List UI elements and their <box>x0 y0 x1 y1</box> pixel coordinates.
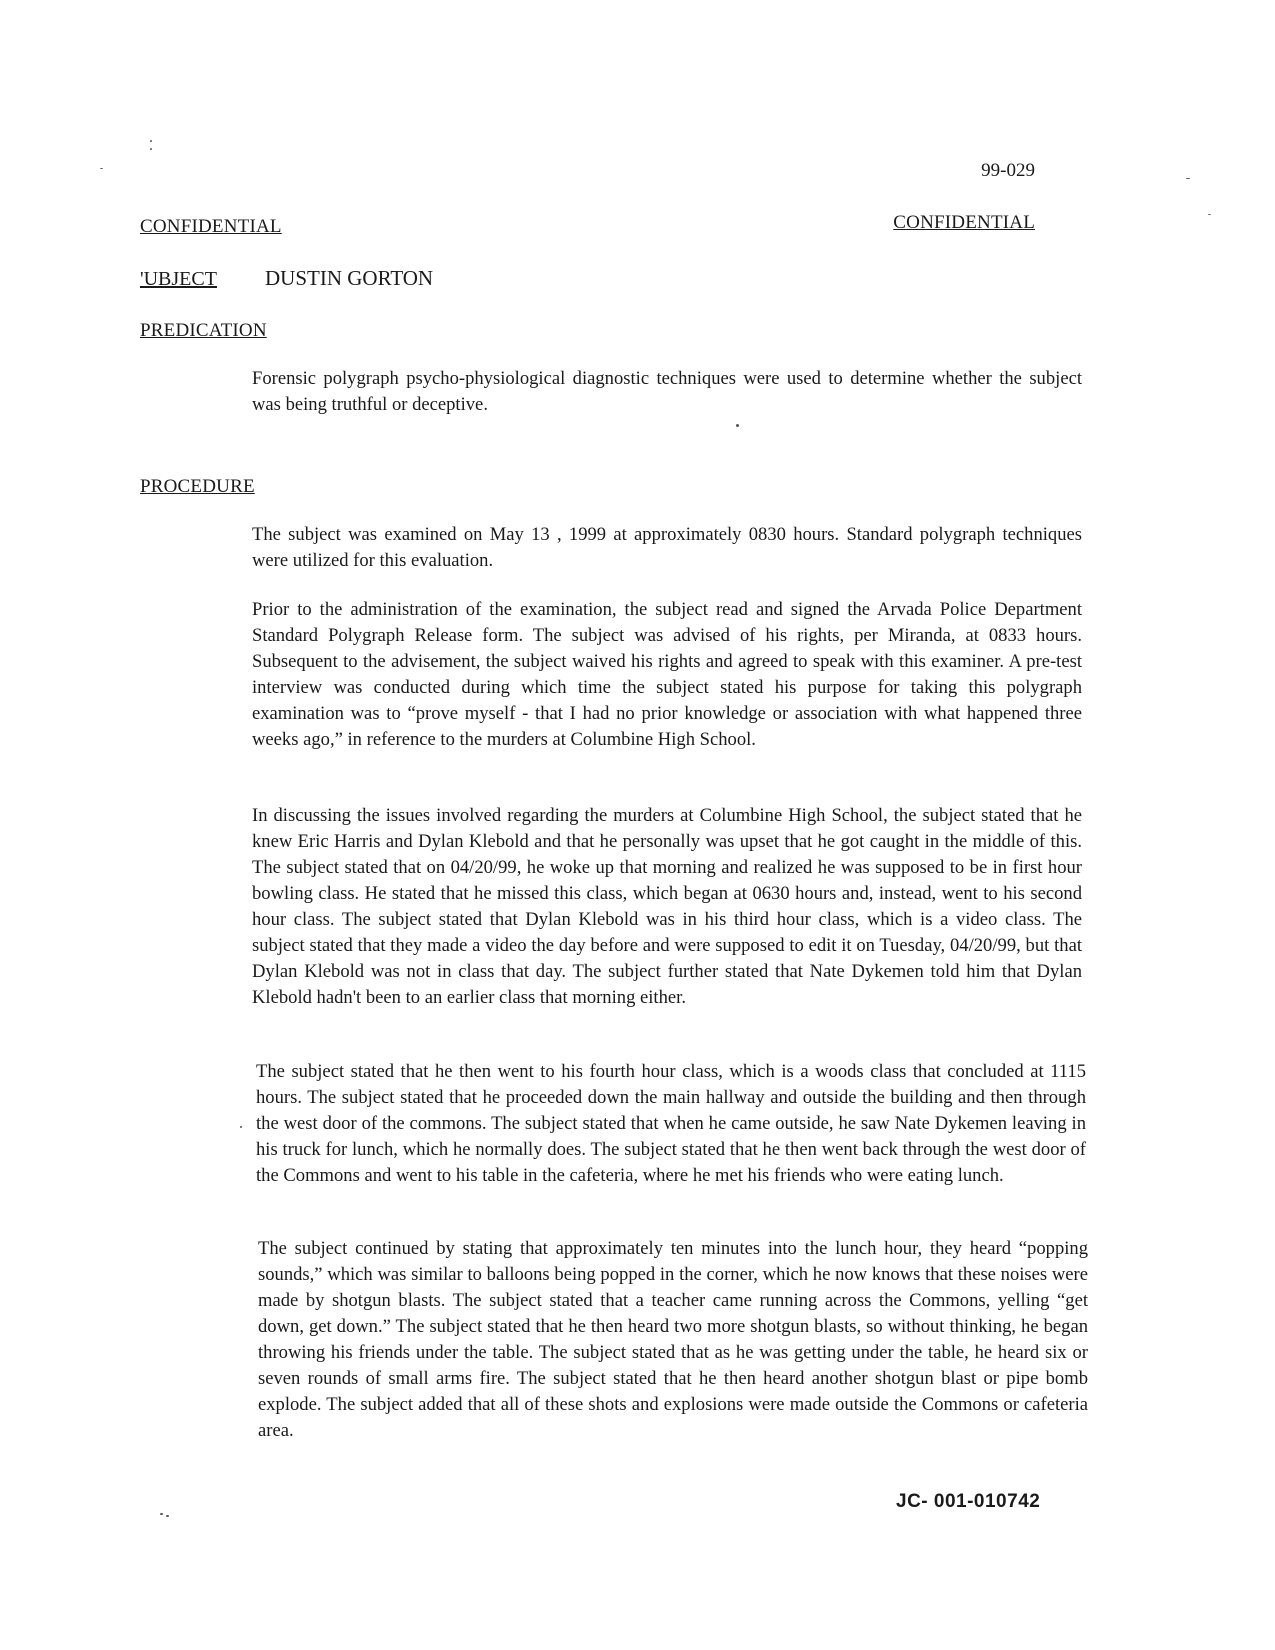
subject-label: 'UBJECT <box>140 268 217 290</box>
procedure-heading: PROCEDURE <box>140 476 255 497</box>
procedure-paragraph: The subject was examined on May 13 , 1999 at approximately 0830 hours. Standard polygraph techniques were utilized for this evaluation. <box>252 524 1082 571</box>
scan-speck <box>240 1126 242 1128</box>
scan-speck <box>100 168 103 169</box>
scan-speck <box>160 1513 163 1515</box>
scan-speck <box>166 1515 169 1517</box>
confidential-label-right: CONFIDENTIAL <box>893 212 1035 233</box>
scan-speck <box>150 140 152 142</box>
confidential-label-left: CONFIDENTIAL <box>140 216 282 237</box>
procedure-paragraph: In discussing the issues involved regarding the murders at Columbine High School, the subject stated that he knew Eric Harris and Dylan Klebold and that he personally was upset that he got caught in the middle of this. The subject stated that on 04/20/99, he woke up that morning and realized he was supposed to be in first hour bowling class. He stated that he missed this class, which began at 0630 hours and, instead, went to his second hour class. The subject stated that Dylan Klebold was in his third hour class, which is a video class. The subject stated that they made a video the day before and were supposed to edit it on Tuesday, 04/20/99, but that Dylan Klebold was not in class that day. The subject further stated that Nate Dykemen told him that Dylan Klebold hadn't been to an earlier class that morning either. <box>252 805 1082 1008</box>
bates-number: JC- 001-010742 <box>896 1491 1041 1512</box>
scan-speck <box>1186 178 1190 179</box>
procedure-paragraph: The subject continued by stating that approximately ten minutes into the lunch hour, they heard “popping sounds,” which was similar to balloons being popped in the corner, which he now knows that these noises were made by shotgun blasts. The subject stated that a teacher came running across the Commons, yelling “get down, get down.” The subject stated that he then heard two more shotgun blasts, so without thinking, he began throwing his friends under the table. The subject stated that as he was getting under the table, he heard six or seven rounds of small arms fire. The subject stated that he then heard another shotgun blast or pipe bomb explode. The subject added that all of these shots and explosions were made outside the Commons or cafeteria area. <box>258 1238 1088 1441</box>
procedure-paragraph: The subject stated that he then went to his fourth hour class, which is a woods class that concluded at 1115 hours. The subject stated that he proceeded down the main hallway and outside the building and then through the west door of the commons. The subject stated that when he came outside, he saw Nate Dykemen leaving in his truck for lunch, which he normally does. The subject stated that he then went back through the west door of the Commons and went to his table in the cafeteria, where he met his friends who were eating lunch. <box>256 1061 1086 1186</box>
procedure-paragraph: Prior to the administration of the examination, the subject read and signed the Arvada Police Department Standard Polygraph Release form. The subject was advised of his rights, per Miranda, at 0833 hours. Subsequent to the advisement, the subject waived his rights and agreed to speak with this examiner. A pre-test interview was conducted during which time the subject stated his purpose for taking this polygraph examination was to “prove myself - that I had no prior knowledge or association with what happened three weeks ago,” in reference to the murders at Columbine High School. <box>252 599 1082 750</box>
scan-speck <box>1208 214 1211 215</box>
predication-text: Forensic polygraph psycho-physiological diagnostic techniques were used to determine whether the subject was being truthful or deceptive. <box>252 368 1082 415</box>
subject-name: DUSTIN GORTON <box>265 266 434 290</box>
document-number: 99-029 <box>981 160 1035 181</box>
subject-row <box>140 266 433 291</box>
scan-speck <box>736 424 739 427</box>
predication-heading: PREDICATION <box>140 320 267 341</box>
scan-speck <box>150 148 152 150</box>
